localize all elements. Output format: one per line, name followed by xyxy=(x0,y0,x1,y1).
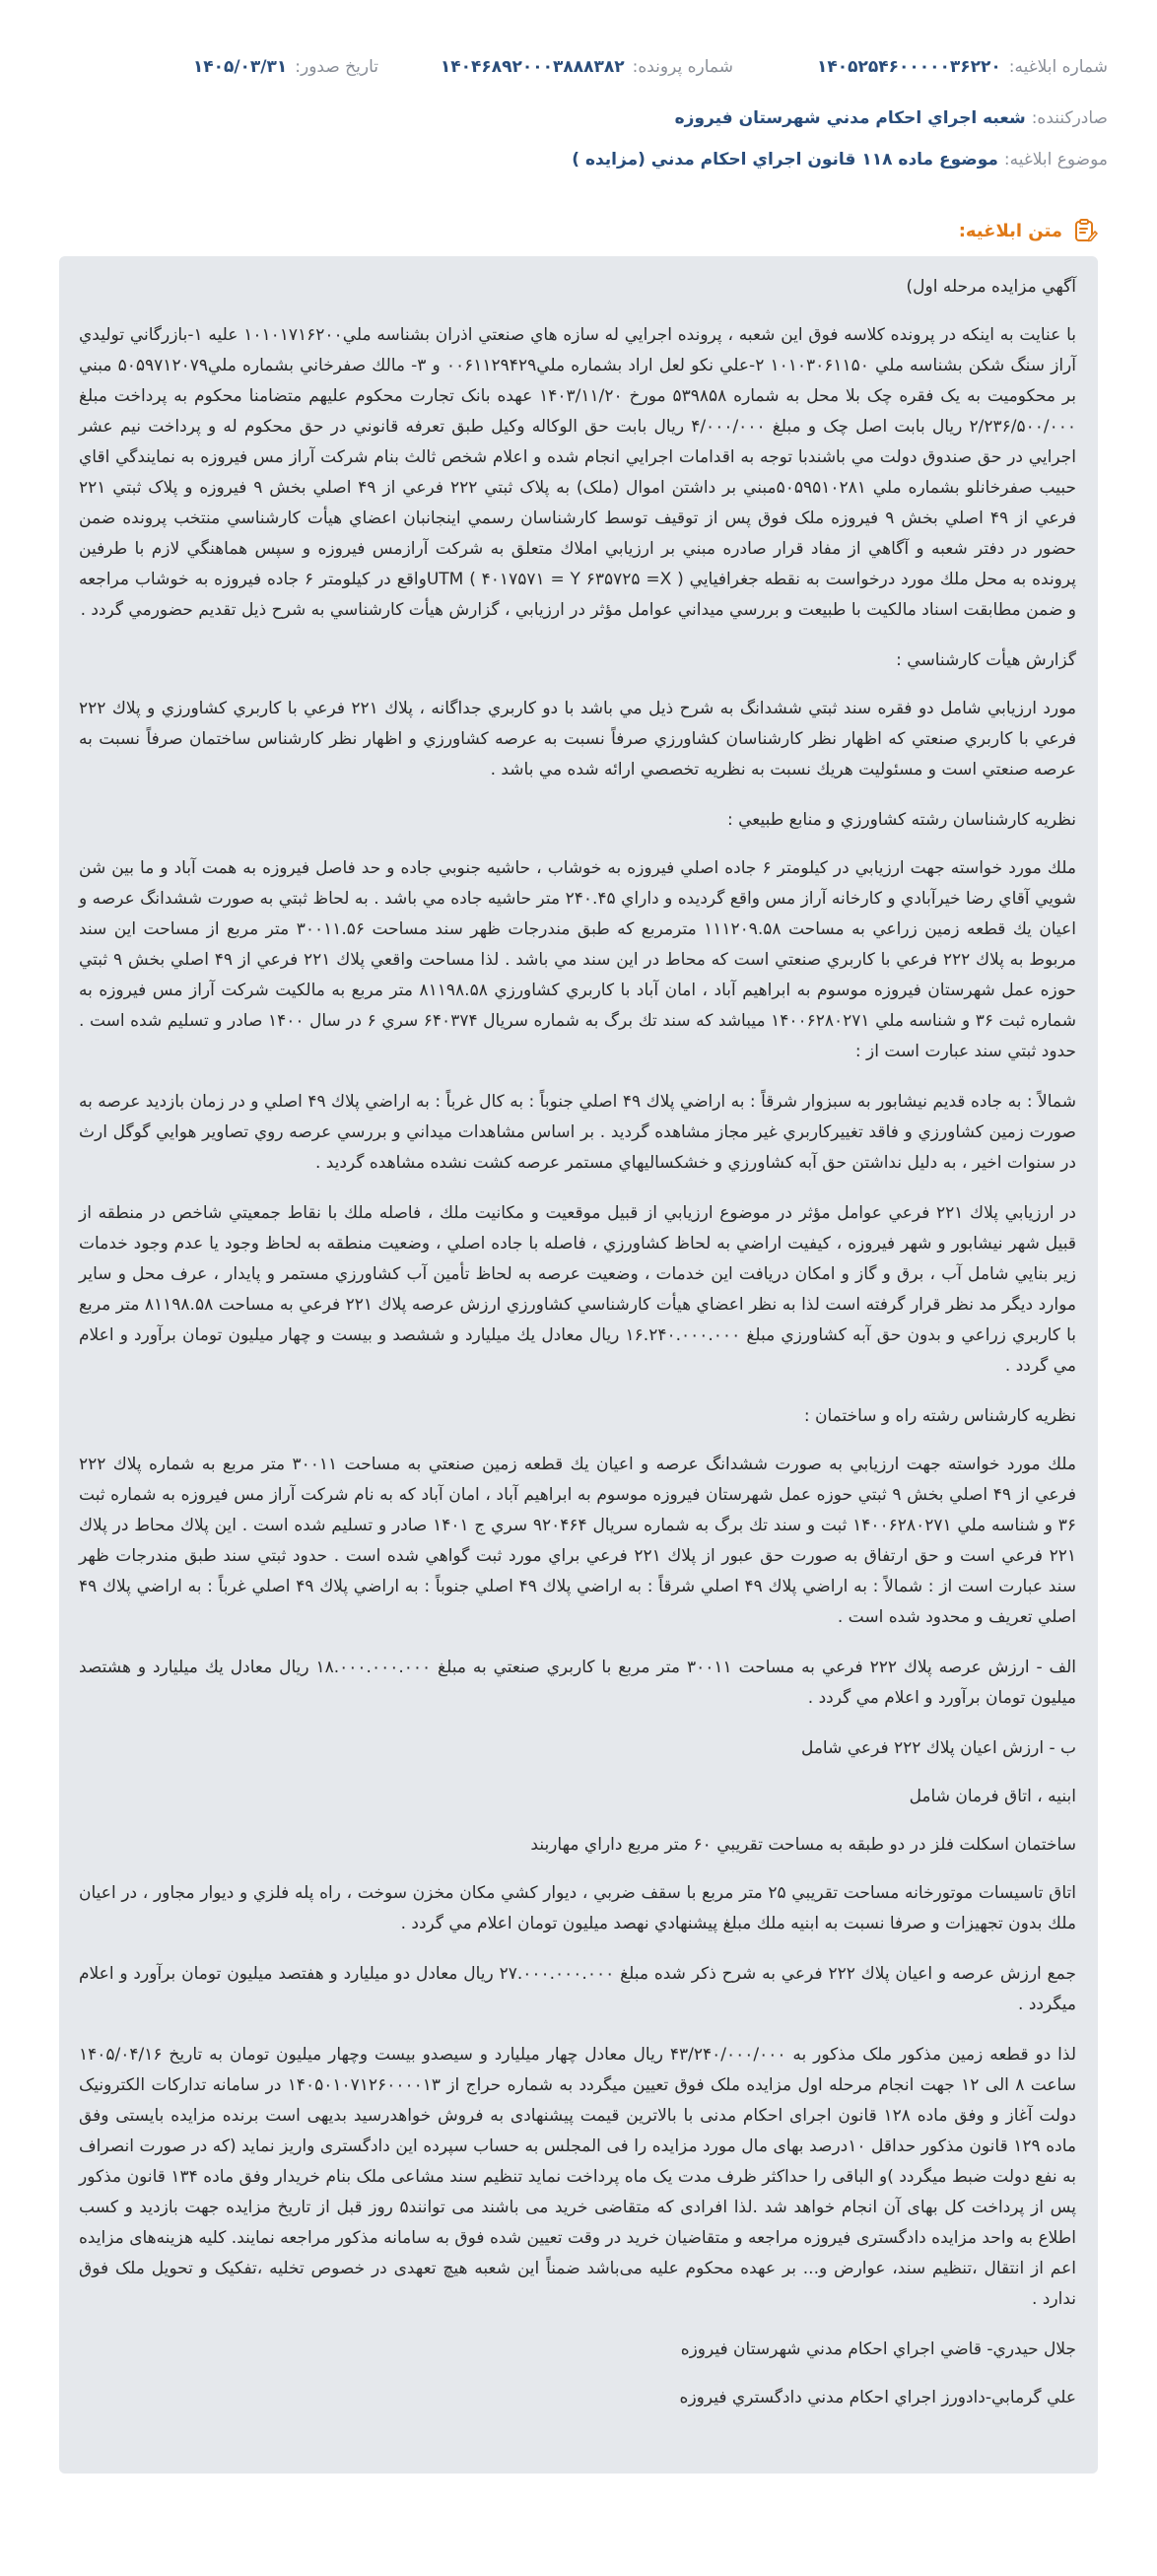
steel-building-line: ساختمان اسكلت فلز در دو طبقه به مساحت تقريبي ۶۰ متر مربع داراي مهاربند xyxy=(530,1835,1076,1855)
subject-label: موضوع ابلاغيه: xyxy=(1003,150,1108,169)
officer-signature: علي گرمابي-دادورز اجراي احكام مدني دادگستري فيروزه xyxy=(679,2388,1076,2407)
boundaries-paragraph: شمالاً : به جاده قديم نيشابور به سبزوار شرقاً : به اراضي پلاك ۴۹ اصلي جنوباً : به كال غرباً : به اراضي پلاك ۴۹ اصلي و در زمان بازديد عرصه به صورت زمين كشاورزي و فاقد تغييركاربري غير مجاز مشاهده گرديد . بر اساس مشاهدات ميداني و بررسي عرصه روي تصاوير هوايي گوگل ارث در سنوات اخير ، به دليل نداشتن حق آبه كشاورزي و خشكساليهاي مستمر عرصه كشت نشده مشاهده گرديد . xyxy=(79,1092,1077,1173)
notice-number-value: ۱۴۰۵۲۵۴۶۰۰۰۰۰۳۶۲۲۰ xyxy=(816,57,1001,77)
control-room-line: ابنيه ، اتاق فرمان شامل xyxy=(909,1787,1076,1806)
issue-date xyxy=(39,57,378,77)
issuer-value: شعبه اجراي احكام مدني شهرستان فيروزه xyxy=(674,108,1026,128)
issuer-line xyxy=(0,99,1157,138)
engine-room-paragraph: اتاق تاسيسات موتورخانه مساحت تقريبي ۲۵ متر مربع با سقف ضربي ، ديوار كشي مكان مخزن سوخت ، راه پله فلزي و ديوار مجاور ، در اعيان ملك بدون تجهيزات و صرفا نسبت به ابنيه ملك مبلغ پيشنهادي نهصد ميليون تومان اعلام مي گردد . xyxy=(79,1883,1076,1933)
agriculture-opinion-paragraph: ملك مورد خواسته جهت ارزيابي در كيلومتر ۶ جاده اصلي فيروزه به خوشاب ، حاشيه جنوبي جاده و حد فاصل فيروزه به همت آباد و ما بين شن شويي آقاي رضا خيرآبادي و كارخانه آراز مس واقع گرديده و داراي ۲۴۰.۴۵ متر حاشيه جاده مي باشد . به لحاظ ثبتي به صورت ششدانگ عرصه و اعيان يك قطعه زمين زراعي به مساحت ۱۱۱۲۰۹.۵۸ مترمربع كه طبق مندرجات ظهر سند مساحت ۳۰۰۱۱.۵۶ متر مربع از مساحت اين سند مربوط به پلاك ۲۲۲ فرعي با كاربري صنعتي است كه محاط در اين سند مي باشد . لذا مساحت واقعي پلاك ۲۲۱ فرعي از ۴۹ اصلي بخش ۹ ثبتي حوزه عمل شهرستان فيروزه موسوم به ابراهيم آباد ، امان آباد با كاربري كشاورزي ۸۱۱۹۸.۵۸ متر مربع به مالكيت شركت آراز مس فيروزه به شماره ثبت ۳۶ و شناسه ملي ۱۴۰۰۶۲۸۰۲۷۱ ميباشد كه سند تك برگ به شماره سريال ۶۴۰۳۷۴ سري ۶ در سال ۱۴۰۰ صادر و تسليم شده است . حدود ثبتي سند عبارت است از : xyxy=(79,858,1077,1061)
intro-paragraph: با عنايت به اينكه در پرونده كلاسه فوق اين شعبه ، پرونده اجرايي له سازه هاي صنعتي اذران بشناسه ملي۱۰۱۰۱۷۱۶۲۰۰ عليه ۱-بازرگاني توليدي آراز سنگ شكن بشناسه ملي ۱۰۱۰۳۰۶۱۱۵۰ ۲-علي نكو لعل اراد بشماره ملي۰۰۶۱۱۲۹۴۲۹ و ۳- مالك صفرخاني بشماره ملي۵۰۵۹۷۱۲۰۷۹ مبني بر محكوميت به يک فقره چک بلا محل به شماره ۵۳۹۸۵۸ مورخ ۱۴۰۳/۱۱/۲۰ عهده بانک تجارت محكوم عليهم متضامنا محكوم به پرداخت مبلغ ۲/۲۳۶/۵۰۰/۰۰۰ ريال بابت اصل چک و مبلغ ۴/۰۰۰/۰۰۰ ريال بابت حق الوكاله وكيل طبق تعرفه قانوني در حق محكوم له و پرداخت نيم عشر اجرايي در حق صندوق دولت مي باشندبا توجه به اقدامات اجرايي انجام شده و اعلام شخص ثالث بنام شركت آراز مس فيروزه به نمايندگي اقاي حبيب صفرخانلو بشماره ملي ۵۰۵۹۵۱۰۲۸۱مبني بر داشتن اموال (ملک) به پلاک ثبتي ۲۲۲ فرعي از ۴۹ اصلي بخش ۹ فيروزه و پلاک ثبتي ۲۲۱ فرعي از ۴۹ اصلي بخش ۹ فيروزه ملک فوق پس از توقيف توسط كارشناسان رسمي اينجانبان اعضاي هيأت كارشناسي منتخب پرونده ضمن حضور در دفتر شعبه و آگاهي از مفاد قرار صادره مبني بر ارزيابي املاك متعلق به شركت آرازمس فيروزه و سپس هماهنگي لازم با طرفين پرونده به محل ملك مورد درخواست به نقطه جغرافيايي UTM ( ۴۰۱۷۵۷۱ = Y ۶۳۵۷۲۵ =X )واقع در كيلومتر ۶ جاده فيروزه به خوشاب مراجعه و ضمن مطابقت اسناد مالكيت با طبيعت و بررسي ميداني عوامل مؤثر در ارزيابي ، گزارش هيأت كارشناسي به شرح ذيل تقديم حضورمي گردد . xyxy=(79,325,1077,620)
expert-report-heading: گزارش هيأت كارشناسي : xyxy=(896,650,1076,670)
notice-text-box xyxy=(59,256,1098,2474)
issue-date-label: تاريخ صدور: xyxy=(295,57,378,77)
construction-opinion-paragraph: ملك مورد خواسته جهت ارزيابي به صورت ششدانگ عرصه و اعيان يك قطعه زمين صنعتي به مساحت ۳۰۰۱۱ متر مربع به شماره پلاك ۲۲۲ فرعي از ۴۹ اصلي بخش ۹ ثبتي حوزه عمل شهرستان فيروزه موسوم به ابراهيم آباد ، امان آباد كه به نام شركت آراز مس فيروزه به شماره ثبت ۳۶ و شناسه ملي ۱۴۰۰۶۲۸۰۲۷۱ ثبت و سند تك برگ به شماره سريال ۹۲۰۴۶۴ سري ج ۱۴۰۱ صادر و تسليم شده است . اين پلاك محاط در پلاك ۲۲۱ فرعي است و حق ارتفاق به صورت حق عبور از پلاك ۲۲۱ فرعي براي مورد ثبت گواهي شده است . حدود ثبتي سند طبق مندرجات ظهر سند عبارت است از : شمالاً : به اراضي پلاك ۴۹ اصلي شرقاً : به اراضي پلاك ۴۹ اصلي جنوباً : به اراضي پلاك ۴۹ اصلي غرباً : به اراضي پلاك ۴۹ اصلي تعريف و محدود شده است . xyxy=(79,1455,1077,1627)
notice-number-label: شماره ابلاغيه: xyxy=(1008,57,1108,77)
judge-signature: جلال حيدري- قاضي اجراي احكام مدني شهرستان فيروزه xyxy=(680,2339,1076,2359)
valuation-222-land-paragraph: الف - ارزش عرصه پلاك ۲۲۲ فرعي به مساحت ۳۰۰۱۱ متر مربع با كاربري صنعتي به مبلغ ۱۸.۰۰۰.۰۰۰.۰۰۰ ريال معادل يك ميليارد و هشتصد ميليون تومان برآورد و اعلام مي گردد . xyxy=(79,1658,1077,1708)
construction-opinion-heading: نظريه كارشناس رشته راه و ساختمان : xyxy=(803,1406,1076,1426)
notice-number xyxy=(733,57,1108,77)
case-number xyxy=(378,57,733,77)
auction-terms-paragraph: لذا دو قطعه زمين مذكور ملک مذكور به ۴۳/۲۴۰/۰۰۰/۰۰۰ ريال معادل چهار ميليارد و سيصدو بيست وچهار ميليون تومان به تاريخ ۱۴۰۵/۰۴/۱۶ ساعت ۸ الی ۱۲ جهت انجام مرحله اول مزایده ملک فوق تعیین میگردد به شماره حراج از ۱۴۰۵۰۱۰۷۱۲۶۰۰۰۰۱۳ در سامانه تدارکات الکترونیک دولت آغاز و وفق ماده ۱۲۸ قانون اجرای احکام مدنی با بالاترین قیمت پیشنهادی به فروش خواهدرسید بدیهی است برنده مزایده بایستی وفق ماده ۱۲۹ قانون مذکور حداقل ۱۰درصد بهای مال مورد مزایده را فی المجلس به حساب سپرده این دادگستری واریز نماید (که در صورت انصراف به نفع دولت ضبط میگردد )و الباقی را حداکثر ظرف مدت یک ماه پرداخت نماید تنظیم سند مشاعی ملک بنام خریدار وفق ماده ۱۳۴ قانون مذکور پس از پرداخت کل بهای آن انجام خواهد شد .لذا افرادی که متقاضی خرید می باشند می توانند۵ روز قبل از تاریخ مزایده جهت بازدید و کسب اطلاع به واحد مزایده دادگستری فیروزه مراجعه و متقاضیان خرید در وقت تعیین شده فوق به سامانه مذکور مراجعه نمایند. کلیه هزینه‌های مزایده اعم از انتقال ،تنظیم سند، عوارض و... بر عهده محکوم علیه می‌باشد ضمناً این شعبه هیچ تعهدی در خصوص تخلیه ،تفکیک و تحویل ملک فوق ندارد . xyxy=(79,2045,1077,2309)
subject-value: موضوع ماده ۱۱۸ قانون اجراي احكام مدني (مزايده ) xyxy=(572,150,998,169)
total-222-paragraph: جمع ارزش عرصه و اعيان پلاك ۲۲۲ فرعي به شرح ذكر شده مبلغ ۲۷.۰۰۰.۰۰۰.۰۰۰ ريال معادل دو ميليارد و هفتصد ميليون تومان برآورد و اعلام ميگردد . xyxy=(79,1964,1077,2014)
agriculture-opinion-heading: نظريه كارشناسان رشته كشاورزي و منابع طبيعي : xyxy=(726,810,1076,830)
notice-meta-row xyxy=(0,47,1157,87)
notice-text-heading xyxy=(59,213,1098,248)
notice-text-title: متن ابلاغيه: xyxy=(958,220,1062,241)
issuer-label: صادرکننده: xyxy=(1031,108,1108,128)
case-number-value: ۱۴۰۴۶۸۹۲۰۰۰۳۸۸۸۳۸۲ xyxy=(440,57,625,77)
auction-title: آگهي مزايده مرحله اول) xyxy=(906,277,1076,297)
issue-date-value: ۱۴۰۵/۰۳/۳۱ xyxy=(192,57,288,77)
subject-line xyxy=(0,140,1157,179)
valuation-222-building-heading: ب - ارزش اعيان پلاك ۲۲۲ فرعي شامل xyxy=(800,1738,1076,1758)
valuation-221-paragraph: در ارزيابي پلاك ۲۲۱ فرعي عوامل مؤثر در موضوع ارزيابي از قبيل موقعيت و مكانيت ملك ، فاصله ملك با نقاط جمعيتي شاخص در منطقه از قبيل شهر نيشابور و شهر فيروزه ، كيفيت اراضي به لحاظ كشاورزي ، فاصله با جاده اصلي ، وضعيت منطقه به لحاظ وجود يا عدم وجود خدمات زير بنايي شامل آب ، برق و گاز و امكان دريافت اين خدمات ، وضعيت عرصه به لحاظ تأمين آب كشاورزي مستمر و پايدار ، عرف محل و ساير موارد ديگر مد نظر قرار گرفته است لذا به نظر اعضاي هيأت كارشناسي كشاورزي ارزش عرصه پلاك ۲۲۱ فرعي به مساحت ۸۱۱۹۸.۵۸ متر مربع با كاربري زراعي و بدون حق آبه كشاورزي مبلغ ۱۶.۲۴۰.۰۰۰.۰۰۰ ريال معادل يك ميليارد و ششصد و بيست و چهار ميليون تومان برآورد و اعلام مي گردد . xyxy=(79,1203,1076,1376)
expert-report-paragraph: مورد ارزيابي شامل دو فقره سند ثبتي ششدانگ به شرح ذيل مي باشد با دو كاربري جداگانه ، پلاك ۲۲۱ فرعي با كاربري كشاورزي و پلاك ۲۲۲ فرعي با كاربري صنعتي كه اظهار نظر كارشناسان كشاورزي صرفاً نسبت به عرصه كشاورزي و اظهار نظر كارشناس ساختمان صرفاً نسبت به عرصه صنعتي است و مسئوليت هريك نسبت به نظريه تخصصي ارائه شده مي باشد . xyxy=(79,699,1076,780)
case-number-label: شماره پرونده: xyxy=(632,57,733,77)
document-edit-icon xyxy=(1072,218,1098,243)
